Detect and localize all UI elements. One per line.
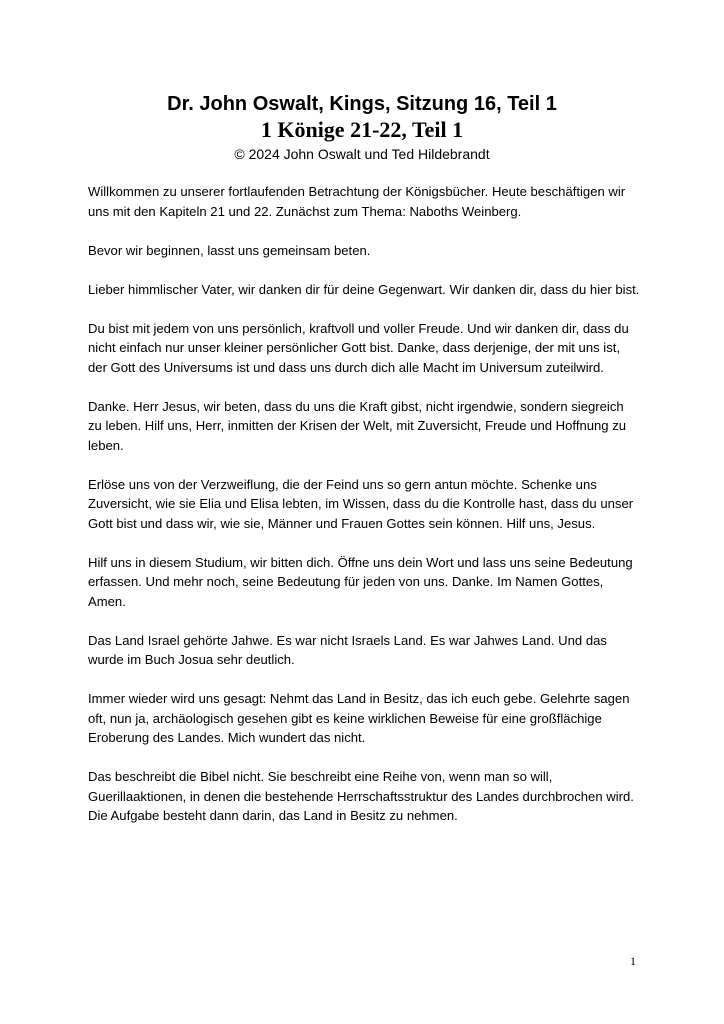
document-title: Dr. John Oswalt, Kings, Sitzung 16, Teil 1 (167, 93, 557, 115)
paragraph: Bevor wir beginnen, lasst uns gemeinsam beten. (88, 242, 371, 258)
document-subtitle: 1 Könige 21-22, Teil 1 (260, 117, 464, 142)
copyright-line: © 2024 John Oswalt und Ted Hildebrandt (234, 146, 490, 162)
paragraph: Lieber himmlischer Vater, wir danken dir für deine Gegenwart. Wir danken dir, dass du hier bist. (88, 281, 640, 297)
document-body (88, 182, 640, 845)
page-number: 1 (630, 954, 636, 968)
paragraph: Das Land Israel gehörte Jahwe. Es war nicht Israels Land. Es war Jahwes Land. Und das wurde im Buch Josua sehr deutlich. (88, 632, 607, 667)
paragraph: Du bist mit jedem von uns persönlich, kraftvoll und voller Freude. Und wir danken dir, dass du nicht einfach nur unser kleiner persönlicher Gott bist. Danke, dass derjenige, der mit uns ist, der Gott des Universums ist und dass uns durch dich alle Macht im Universum zuteilwird. (88, 320, 629, 375)
paragraph: Willkommen zu unserer fortlaufenden Betrachtung der Königsbücher. Heute beschäftigen wir uns mit den Kapiteln 21 und 22. Zunächst zum Thema: Naboths Weinberg. (88, 184, 626, 219)
paragraph: Das beschreibt die Bibel nicht. Sie beschreibt eine Reihe von, wenn man so will, Guerillaaktionen, in denen die bestehende Herrschaftsstruktur des Landes durchbrochen wird. Die Aufgabe besteht dann darin, das Land in Besitz zu nehmen. (88, 769, 634, 823)
paragraph: Hilf uns in diesem Studium, wir bitten dich. Öffne uns dein Wort und lass uns seine Bedeutung erfassen. Und mehr noch, seine Bedeutung für jeden von uns. Danke. Im Namen Gottes, Amen. (88, 554, 633, 609)
document-header (0, 92, 724, 163)
paragraph: Erlöse uns von der Verzweiflung, die der Feind uns so gern antun möchte. Schenke uns Zuversicht, wie sie Elia und Elisa lebten, im Wissen, dass du die Kontrolle hast, dass du unser Gott bist und dass wir, wie sie, Männer und Frauen Gottes sein können. Hilf uns, Jesus. (88, 476, 634, 531)
paragraph: Immer wieder wird uns gesagt: Nehmt das Land in Besitz, das ich euch gebe. Gelehrte sagen oft, nun ja, archäologisch gesehen gibt es keine wirklichen Beweise für eine großflächige Eroberung des Landes. Mich wundert das nicht. (88, 691, 630, 745)
paragraph: Danke. Herr Jesus, wir beten, dass du uns die Kraft gibst, nicht irgendwie, sondern siegreich zu leben. Hilf uns, Herr, inmitten der Krisen der Welt, mit Zuversicht, Freude und Hoffnung zu leben. (88, 398, 627, 453)
